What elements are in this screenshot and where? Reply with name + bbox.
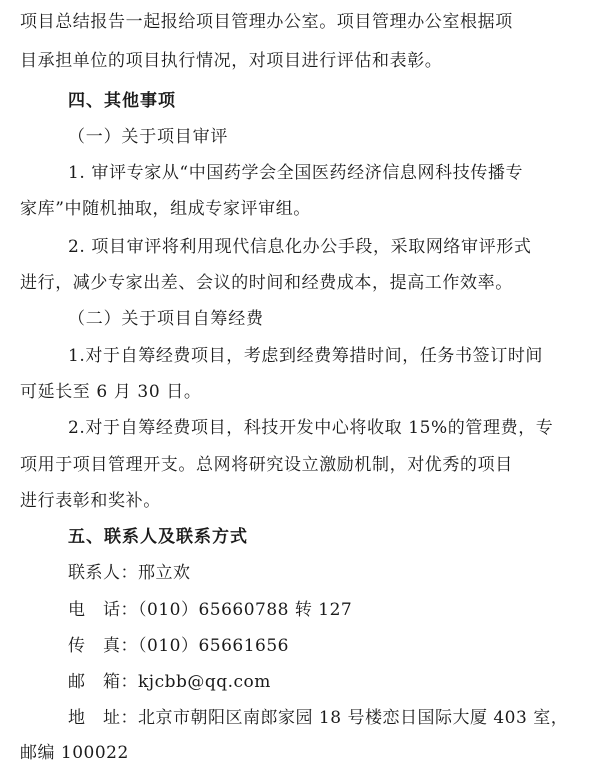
contact-person-value: 邢立欢: [138, 563, 191, 583]
fax-row: [68, 634, 289, 658]
sub2-item-2-line-3: 进行表彰和奖补。: [20, 491, 161, 511]
address-line-2: 邮编 100022: [20, 743, 129, 763]
sub2-item-2-line-2: 项用于项目管理开支。总网将研究设立激励机制，对优秀的项目: [20, 455, 513, 475]
email-label: 邮 箱：: [68, 672, 138, 692]
section-5-heading: 五、联系人及联系方式: [68, 527, 248, 547]
phone-value: （010）65660788 转 127: [138, 600, 353, 620]
sub1-item-1-line-2: 家库”中随机抽取，组成专家评审组。: [20, 199, 311, 219]
contact-person-row: [68, 561, 191, 585]
sub2-item-2-line-1: 2.对于自筹经费项目，科技开发中心将收取 15%的管理费，专: [68, 418, 554, 438]
sub2-item-1-line-1: 1.对于自筹经费项目，考虑到经费筹措时间，任务书签订时间: [68, 346, 544, 366]
email-row: [68, 670, 271, 694]
sub1-item-1-line-1: 1. 审评专家从“中国药学会全国医药经济信息网科技传播专: [68, 163, 524, 183]
sub1-item-2-line-2: 进行，减少专家出差、会议的时间和经费成本，提高工作效率。: [20, 273, 513, 293]
email-value[interactable]: kjcbb@qq.com: [138, 672, 271, 692]
phone-row: [68, 598, 352, 622]
address-row: [68, 706, 568, 730]
intro-paragraph-line-2: 目承担单位的项目执行情况，对项目进行评估和表彰。: [20, 51, 443, 71]
subsection-1-heading: （一）关于项目审评: [68, 127, 229, 147]
sub2-item-1-line-2: 可延长至 6 月 30 日。: [20, 382, 202, 402]
subsection-2-heading: （二）关于项目自筹经费: [68, 309, 264, 329]
address-label: 地 址：: [68, 708, 138, 728]
section-4-heading: 四、其他事项: [68, 91, 176, 111]
address-value: 北京市朝阳区南郎家园 18 号楼恋日国际大厦 403 室，: [138, 708, 569, 728]
phone-label: 电 话：: [68, 600, 138, 620]
intro-paragraph-line-1: 项目总结报告一起报给项目管理办公室。项目管理办公室根据项: [20, 12, 513, 32]
sub1-item-2-line-1: 2. 项目审评将利用现代信息化办公手段，采取网络审评形式: [68, 237, 532, 257]
contact-person-label: 联系人：: [68, 563, 138, 583]
fax-label: 传 真：: [68, 636, 138, 656]
fax-value: （010）65661656: [138, 636, 289, 656]
